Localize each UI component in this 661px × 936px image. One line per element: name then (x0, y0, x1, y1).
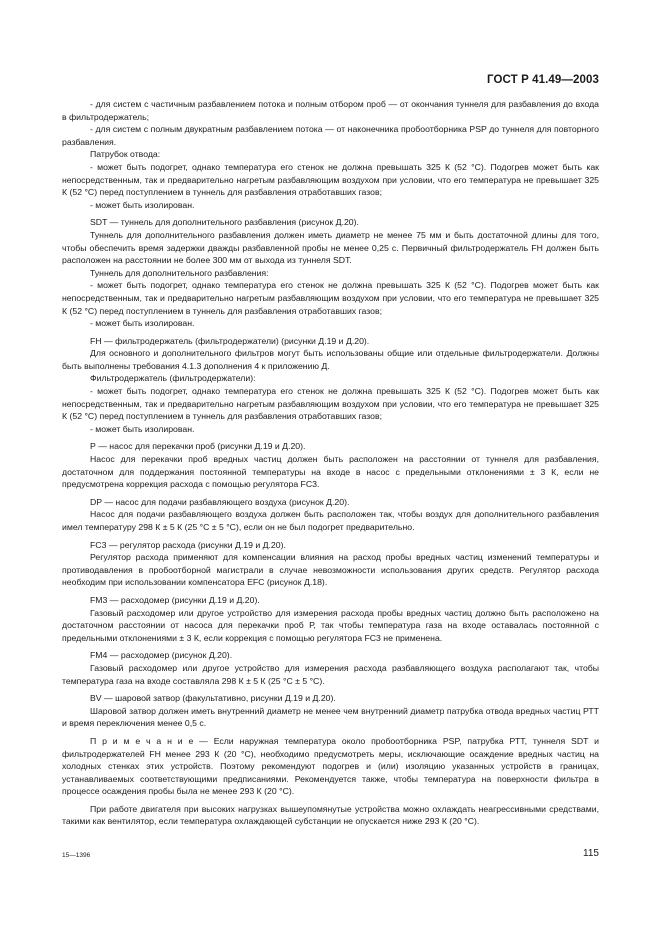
paragraph: Патрубок отвода: (90, 149, 161, 160)
paragraph: SDT — туннель для дополнительного разбавления (рисунок Д.20). (90, 217, 359, 228)
paragraph: Туннель для дополнительного разбавления должен иметь диаметр не менее 75 мм и быть достаточной длины для того, чтобы обеспечить время задержки дважды разбавленной пробы не менее 0,25 с. Первичный фильтродержатель FH должен быть расположен на расстоянии не более 300 мм от выхода из туннеля SDT. (62, 229, 599, 266)
paragraph: FM3 — расходомер (рисунки Д.19 и Д.20). (90, 594, 260, 605)
paragraph: Туннель для дополнительного разбавления: (90, 267, 269, 278)
paragraph: DP — насос для подачи разбавляющего воздуха (рисунок Д.20). (90, 496, 350, 507)
paragraph: При работе двигателя при высоких нагрузках вышеупомянутые устройства можно охлаждать неагрессивными средствами, такими как вентилятор, если температура охлаждающей субстанции не опускается ниже 293 К (20 °С). (62, 803, 599, 827)
paragraph: Регулятор расхода применяют для компенсации влияния на расход пробы вредных частиц изменений температуры и противодавления в пробоотборной магистрали в случае невозможности использования других средств. Регулятор расхода необходим при использовании компенсатора EFC (рисунок Д.18). (62, 552, 599, 588)
paragraph: Для основного и дополнительного фильтров могут быть использованы общие или отдельные фильтродержатели. Должны быть выполнены требования 4.1.3 дополнения 4 к приложению Д. (62, 348, 599, 371)
paragraph: Газовый расходомер или другое устройство для измерения расхода разбавляющего воздуха располагают так, чтобы температура газа на входе составляла 298 К ± 5 К (25 °С ± 5 °С). (62, 662, 599, 686)
paragraph: - может быть подогрет, однако температура его стенок не должна превышать 325 К (52 °С). Подогрев может быть как непосредственным, так и предварительно нагретым разбавляющим воздухом при условии, что его температура не превышает 325 К (52 °С) перед поступлением в туннель для разбавления отработавших газов; (62, 161, 599, 198)
paragraph: П р и м е ч а н и е — Если наружная температура около пробоотборника PSP, патрубка РТТ, туннеля SDT и фильтродержателей FH менее 293 К (20 °С), необходимо предусмотреть меры, исключающие осаждение вредных частиц на холодных стенках этих устройств. Поэтому рекомендуют подогрев и (или) изоляцию указанных устройств в границах, устанавливаемых соответствующими предписаниями. Рекомендуется также, чтобы температура на поверхности фильтра в процессе осаждения пробы была не менее 293 К (20 °С). (62, 735, 599, 797)
paragraph: - для систем с частичным разбавлением потока и полным отбором проб — от окончания туннеля для разбавления до входа в фильтродержатель; (62, 99, 599, 122)
paragraph: - может быть изолирован. (90, 423, 195, 434)
paragraph: FM4 — расходомер (рисунок Д.20). (90, 650, 233, 661)
paragraph: - может быть подогрет, однако температура его стенок не должна превышать 325 К (52 °С). Подогрев может быть как непосредственным, так и предварительно нагретым разбавляющим воздухом при условии, что его температура не превышает 325 К (52 °С) перед поступлением в туннель для разбавления отработавших газов; (62, 280, 599, 316)
paragraph: Насос для перекачки проб вредных частиц должен быть расположен на расстоянии от туннеля для разбавления, достаточном для поддержания постоянной температуры на входе в насос с предельными отклонениями ± 3 К, если не предусмотрена коррекция расхода с помощью регулятора FC3. (62, 454, 599, 490)
document-header-title: ГОСТ Р 41.49—2003 (487, 74, 599, 86)
paragraph: BV — шаровой затвор (факультативно, рисунки Д.19 и Д.20). (90, 693, 336, 704)
page-number: 115 (583, 848, 599, 859)
paragraph: - может быть изолирован. (90, 318, 195, 329)
paragraph: Шаровой затвор должен иметь внутренний диаметр не менее чем внутренний диаметр патрубка отвода вредных частиц РТТ и время переключения менее 0,5 с. (62, 705, 599, 729)
document-body (62, 98, 599, 828)
paragraph: - может быть изолирован. (90, 199, 195, 210)
print-order-number: 15—1396 (62, 852, 91, 859)
paragraph: - может быть подогрет, однако температура его стенок не должна превышать 325 К (52 °С). Подогрев может быть как непосредственным, так и предварительно нагретым разбавляющим воздухом при условии, что его температура не превышает 325 К (52 °С) перед поступлением в туннель для разбавления отработавших газов; (62, 386, 599, 422)
paragraph: FC3 — регулятор расхода (рисунки Д.19 и Д.20). (90, 539, 286, 550)
paragraph: Насос для подачи разбавляющего воздуха должен быть расположен так, чтобы воздух для дополнительного разбавления имел температуру 298 К ± 5 К (25 °С ± 5 °С), если он не был подогрет предварительно. (62, 509, 599, 532)
paragraph: Р — насос для перекачки проб (рисунки Д.19 и Д.20). (90, 441, 306, 452)
paragraph: - для систем с полным двукратным разбавлением потока — от наконечника пробоотборника PSP до туннеля для повторного разбавления. (62, 124, 599, 147)
paragraph: Газовый расходомер или другое устройство для измерения расхода пробы вредных частиц должно быть расположено на достаточном расстоянии от насоса для перекачки проб Р, так чтобы температура газа на входе оставалась постоянной с предельными отклонениями ± 3 К, если коррекция с помощью регулятора FC3 не применена. (62, 607, 599, 643)
paragraph: FH — фильтродержатель (фильтродержатели) (рисунки Д.19 и Д.20). (90, 335, 370, 346)
paragraph: Фильтродержатель (фильтродержатели): (90, 373, 256, 384)
